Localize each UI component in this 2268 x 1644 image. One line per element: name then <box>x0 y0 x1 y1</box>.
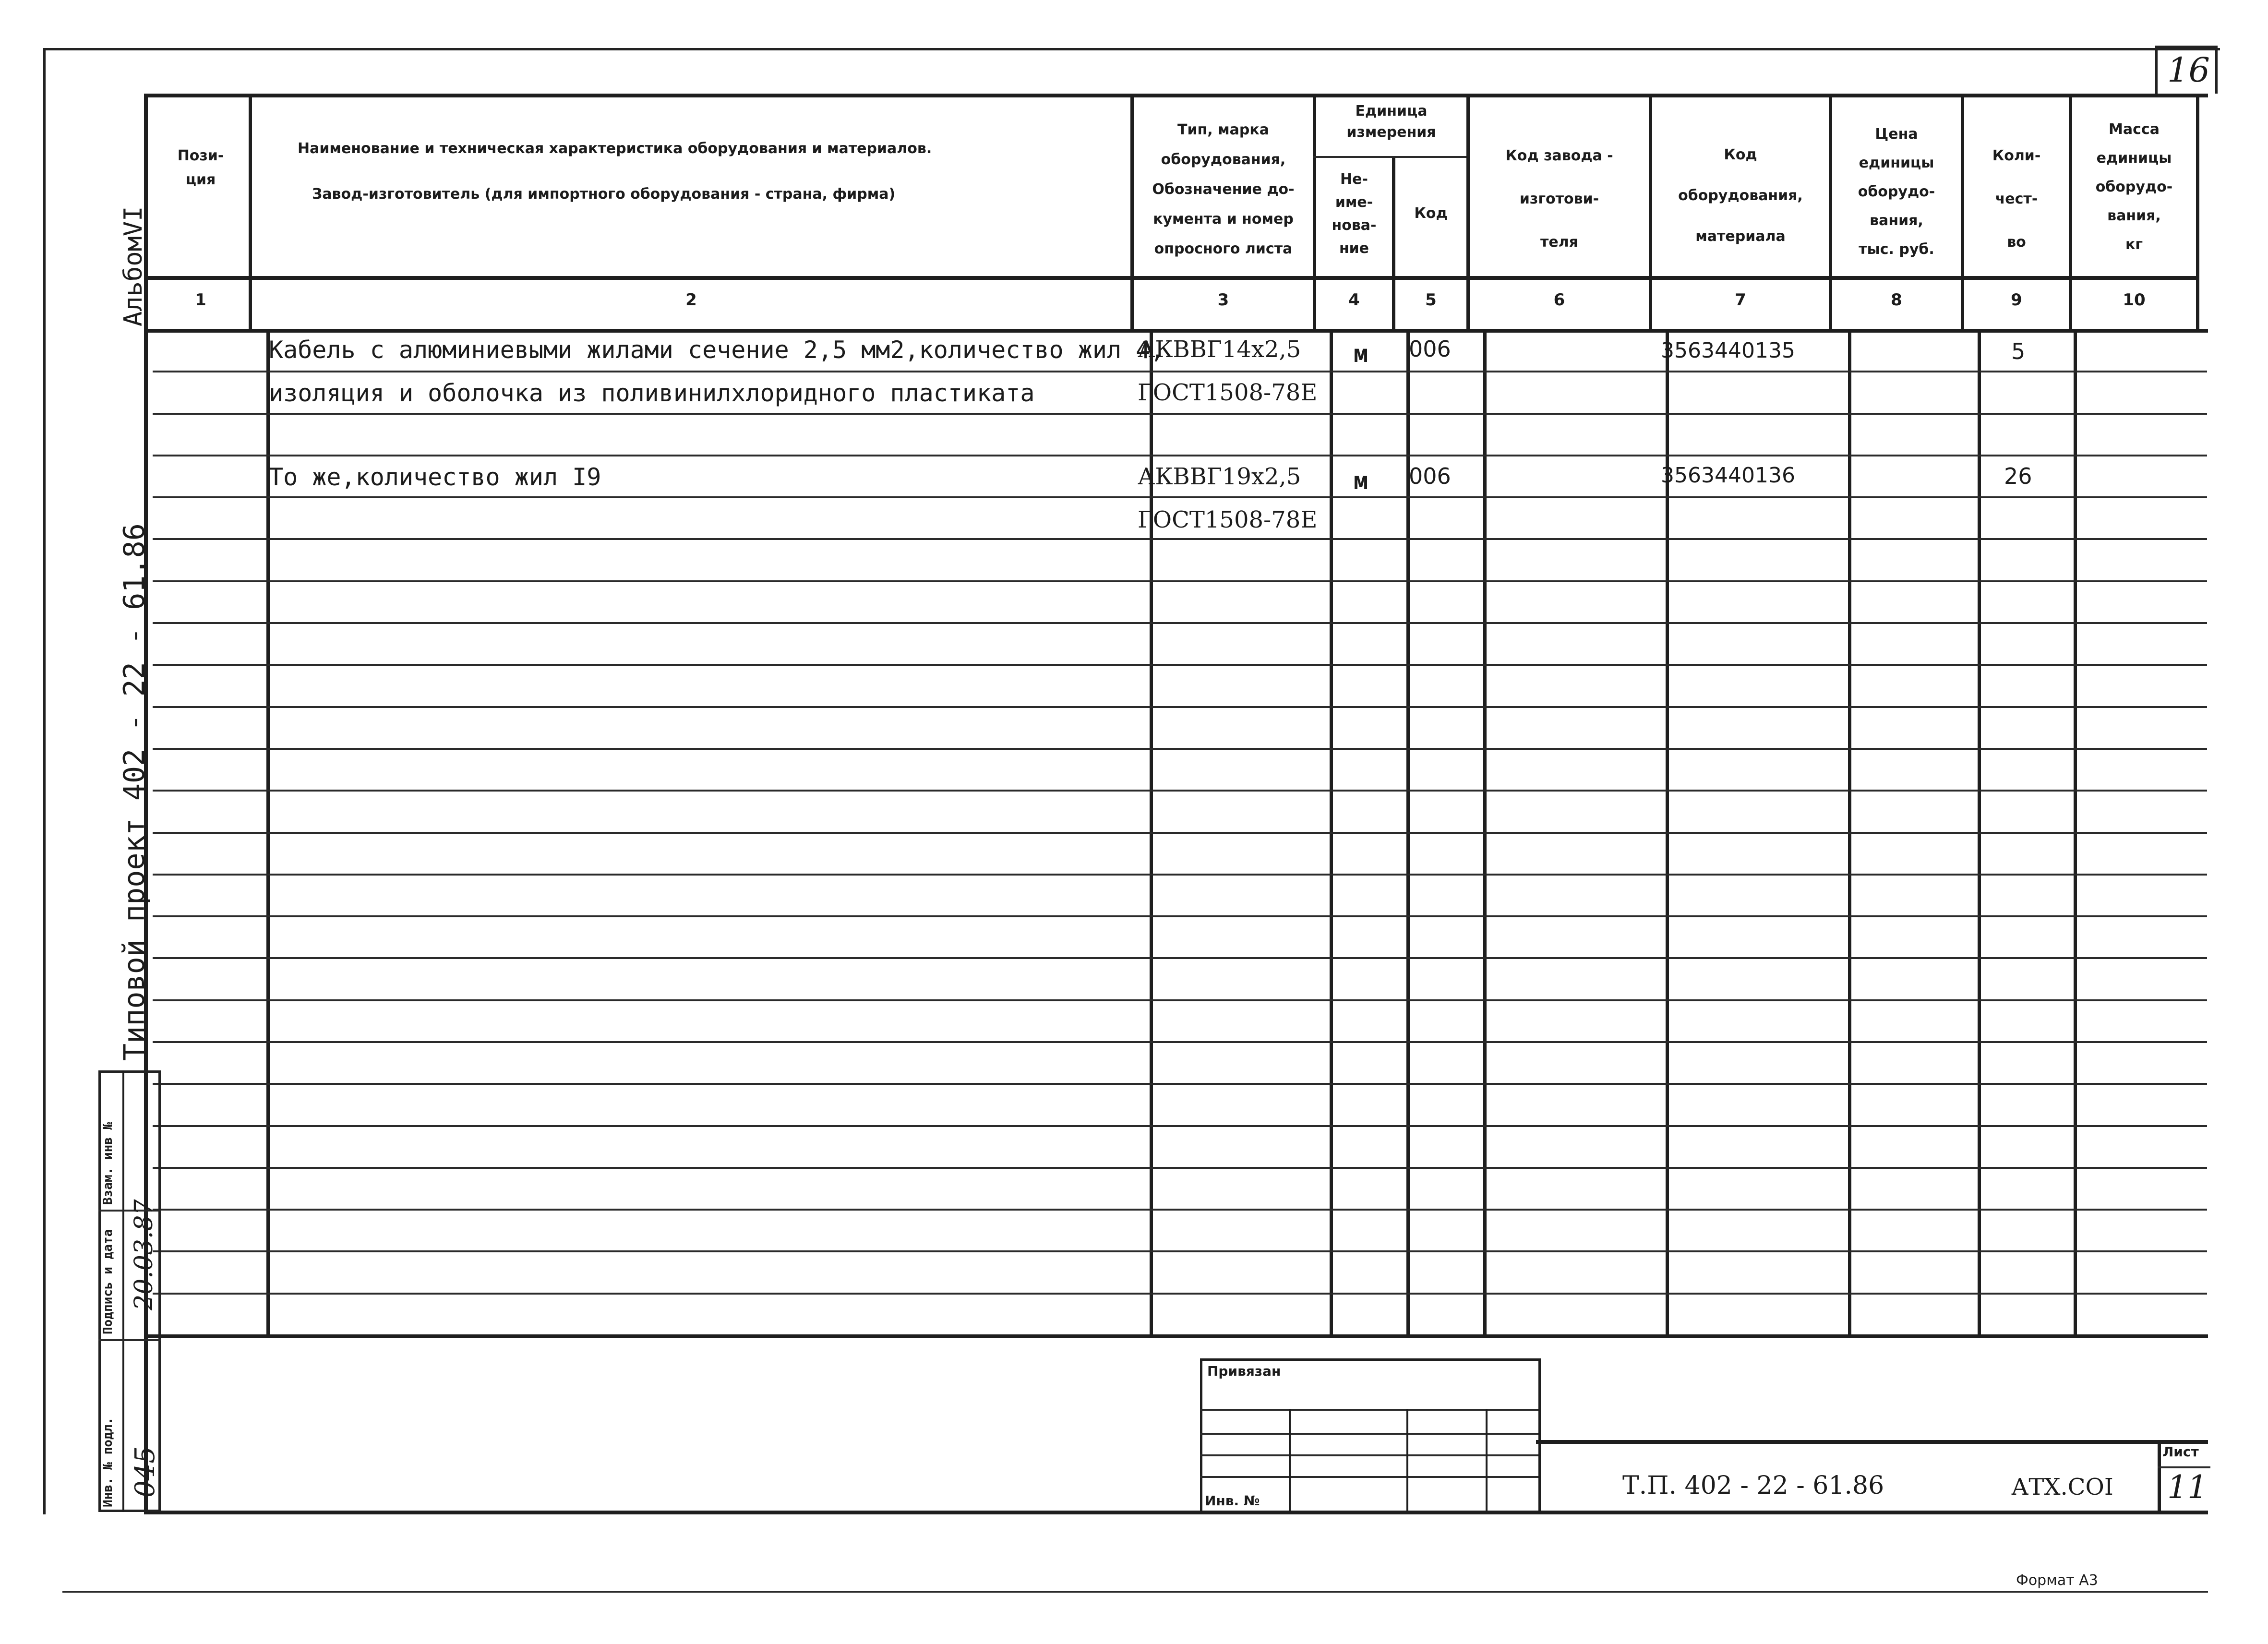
row-line <box>153 1125 2207 1127</box>
col-num-7: 7 <box>1735 290 1746 310</box>
format-label: Формат А3 <box>2016 1572 2098 1589</box>
header-type: Тип, марка оборудования, Обозначение до- кумента и номер опросного листа <box>1152 121 1295 257</box>
corner-number: 16 <box>2167 50 2210 90</box>
row-4-qty: 26 <box>2004 463 2032 489</box>
row-2-type: ГОСТ1508-78Е <box>1138 379 1318 406</box>
header-name-line1: Наименование и техническая характеристика оборудования и материалов. <box>298 140 932 157</box>
row-line <box>153 496 2207 498</box>
row-line <box>153 748 2207 750</box>
row-2-name: изоляция и оболочка из поливинилхлоридного пластиката <box>269 379 1035 407</box>
row-line <box>153 1293 2207 1295</box>
row-line <box>153 413 2207 415</box>
row-line <box>153 455 2207 456</box>
designation: Т.П. 402 - 22 - 61.86 <box>1622 1471 1884 1500</box>
header-unit-name: Не- име- нова- ние <box>1332 171 1377 257</box>
side-handwritten-date: 20.03.87 <box>130 1199 158 1310</box>
header-unit: Единица измерения <box>1346 103 1436 141</box>
header-price: Цена единицы оборудо- вания, тыс. руб. <box>1858 126 1935 258</box>
col-num-4: 4 <box>1348 290 1360 310</box>
side-stamp-replace: Взам. инв № <box>101 1122 115 1205</box>
side-handwritten-inv: 045 <box>130 1446 161 1498</box>
inv-no-label: Инв. № <box>1205 1493 1260 1509</box>
row-1-type: АКВВГ14х2,5 <box>1138 336 1301 363</box>
row-1-name: Кабель с алюминиевыми жилами сечение 2,5 мм2,количество жил 4, <box>269 336 1165 364</box>
col-num-10: 10 <box>2123 290 2146 310</box>
header-name-line2: Завод-изготовитель (для импортного оборудования - страна, фирма) <box>312 186 896 203</box>
row-line <box>153 999 2207 1001</box>
col-num-5: 5 <box>1425 290 1437 310</box>
row-5-type: ГОСТ1508-78Е <box>1138 506 1318 533</box>
side-album: АльбомVI <box>119 206 148 326</box>
row-4-code: 006 <box>1409 463 1451 489</box>
side-stamp-inv-orig: Инв. № подл. <box>101 1417 115 1507</box>
col-num-6: 6 <box>1553 290 1565 310</box>
row-1-material: 3563440135 <box>1661 338 1795 363</box>
row-line <box>153 1083 2207 1085</box>
row-4-type: АКВВГ19х2,5 <box>1138 463 1301 490</box>
row-line <box>153 874 2207 876</box>
row-line <box>153 790 2207 792</box>
col-num-8: 8 <box>1891 290 1902 310</box>
row-line <box>153 706 2207 708</box>
header-mass: Масса единицы оборудо- вания, кг <box>2095 121 2173 253</box>
row-line <box>153 538 2207 540</box>
row-1-code: 006 <box>1409 336 1451 362</box>
row-line <box>153 371 2207 372</box>
side-stamp-signature: Подпись и дата <box>101 1229 115 1334</box>
row-1-qty: 5 <box>2011 338 2026 364</box>
side-project: Типовой проект 402 - 22 - 61.86 <box>118 523 151 1061</box>
privyazan-label: Привязан <box>1207 1363 1281 1379</box>
row-4-name: То же,количество жил I9 <box>269 463 601 491</box>
row-line <box>153 1250 2207 1252</box>
header-quantity: Коли- чест- во <box>1992 147 2041 251</box>
header-material-code: Код оборудования, материала <box>1678 146 1803 245</box>
row-line <box>153 622 2207 624</box>
row-line <box>153 664 2207 666</box>
row-1-unit: м <box>1354 340 1368 368</box>
col-num-9: 9 <box>2011 290 2022 310</box>
col-num-3: 3 <box>1217 290 1229 310</box>
doc-code: АТХ.СОI <box>2011 1474 2113 1500</box>
row-line <box>153 832 2207 834</box>
header-position: Пози- ция <box>177 147 224 188</box>
row-line <box>153 915 2207 917</box>
row-line <box>153 580 2207 582</box>
row-4-material: 3563440136 <box>1661 463 1795 488</box>
header-unit-code: Код <box>1414 205 1448 222</box>
row-line <box>153 1041 2207 1043</box>
row-4-unit: м <box>1354 467 1368 495</box>
privyazan-block <box>1200 1358 1541 1514</box>
row-line <box>153 1209 2207 1211</box>
sheet-label: Лист <box>2162 1444 2199 1460</box>
col-num-2: 2 <box>685 290 697 310</box>
col-num-1: 1 <box>195 290 206 310</box>
header-plant-code: Код завода - изготови- теля <box>1505 147 1613 251</box>
row-line <box>153 1167 2207 1169</box>
sheet-number: 11 <box>2167 1469 2208 1506</box>
row-line <box>153 957 2207 959</box>
